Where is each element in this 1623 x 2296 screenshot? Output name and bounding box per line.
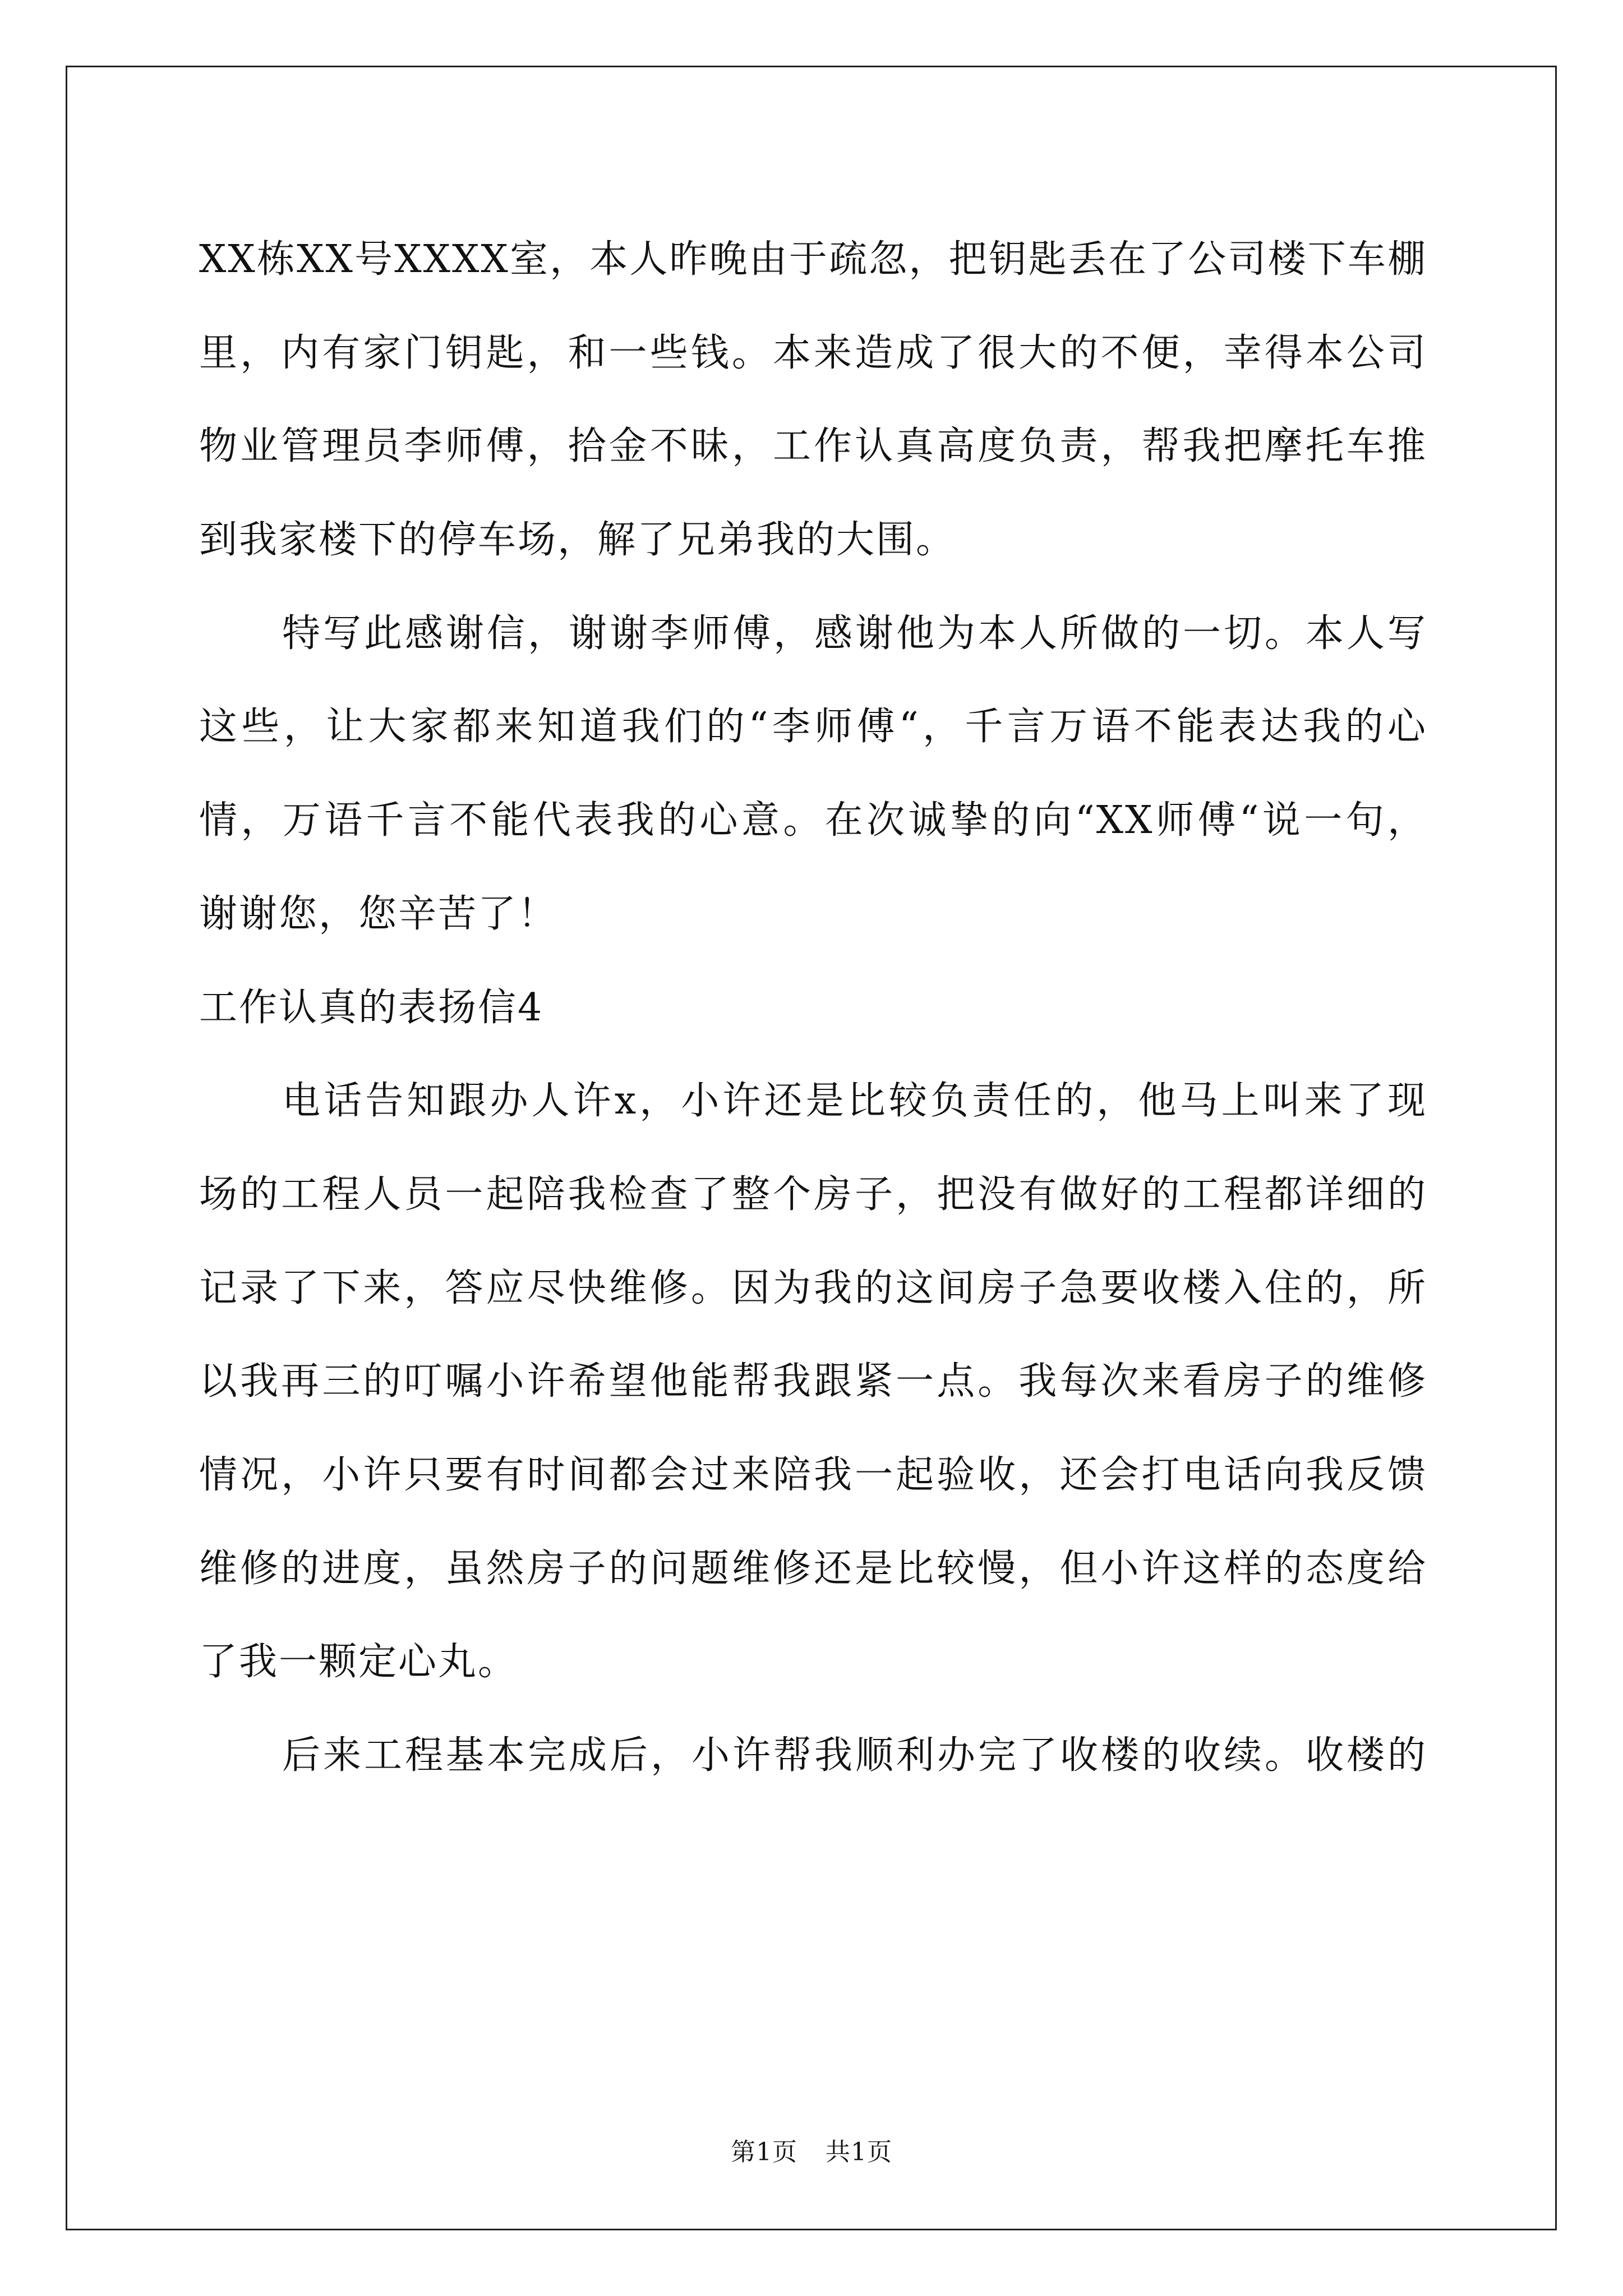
- text-line: 特写此感谢信，谢谢李师傅，感谢他为本人所做的一切。本人写: [282, 611, 1427, 656]
- text-line: 以我再三的叮嘱小许希望他能帮我跟紧一点。我每次来看房子的维修: [199, 1359, 1427, 1404]
- page-footer: [0, 2132, 1623, 2168]
- text-line: 记录了下来，答应尽快维修。因为我的这间房子急要收楼入住的，所: [199, 1266, 1427, 1310]
- text-line: 场的工程人员一起陪我检查了整个房子，把没有做好的工程都详细的: [199, 1172, 1427, 1217]
- text-line: XX栋XX号XXXX室，本人昨晚由于疏忽，把钥匙丢在了公司楼下车棚: [199, 237, 1427, 282]
- text-line: 到我家楼下的停车场，解了兄弟我的大围。: [199, 518, 956, 563]
- text-line: 物业管理员李师傅，拾金不昧，工作认真高度负责，帮我把摩托车推: [199, 424, 1427, 469]
- text-line: 维修的进度，虽然房子的问题维修还是比较慢，但小许这样的态度给: [199, 1546, 1427, 1591]
- text-line: 了我一颗定心丸。: [199, 1640, 518, 1685]
- page-total: 共1页: [826, 2138, 892, 2166]
- section-heading: 工作认真的表扬信4: [199, 985, 544, 1030]
- text-line: 里，内有家门钥匙，和一些钱。本来造成了很大的不便，幸得本公司: [199, 330, 1427, 375]
- text-line: 后来工程基本完成后，小许帮我顺利办完了收楼的收续。收楼的: [282, 1733, 1427, 1778]
- text-line: 电话告知跟办人许x，小许还是比较负责任的，他马上叫来了现: [282, 1079, 1427, 1124]
- document-body: [199, 213, 1427, 1803]
- text-line: 谢谢您，您辛苦了！: [199, 891, 558, 936]
- text-line: 情况，小许只要有时间都会过来陪我一起验收，还会打电话向我反馈: [199, 1452, 1427, 1497]
- page-number: 第1页: [731, 2138, 797, 2166]
- text-line: 情，万语千言不能代表我的心意。在次诚挚的向“XX师傅“说一句，: [199, 798, 1427, 843]
- text-line: 这些，让大家都来知道我们的“李师傅“，千言万语不能表达我的心: [199, 705, 1427, 749]
